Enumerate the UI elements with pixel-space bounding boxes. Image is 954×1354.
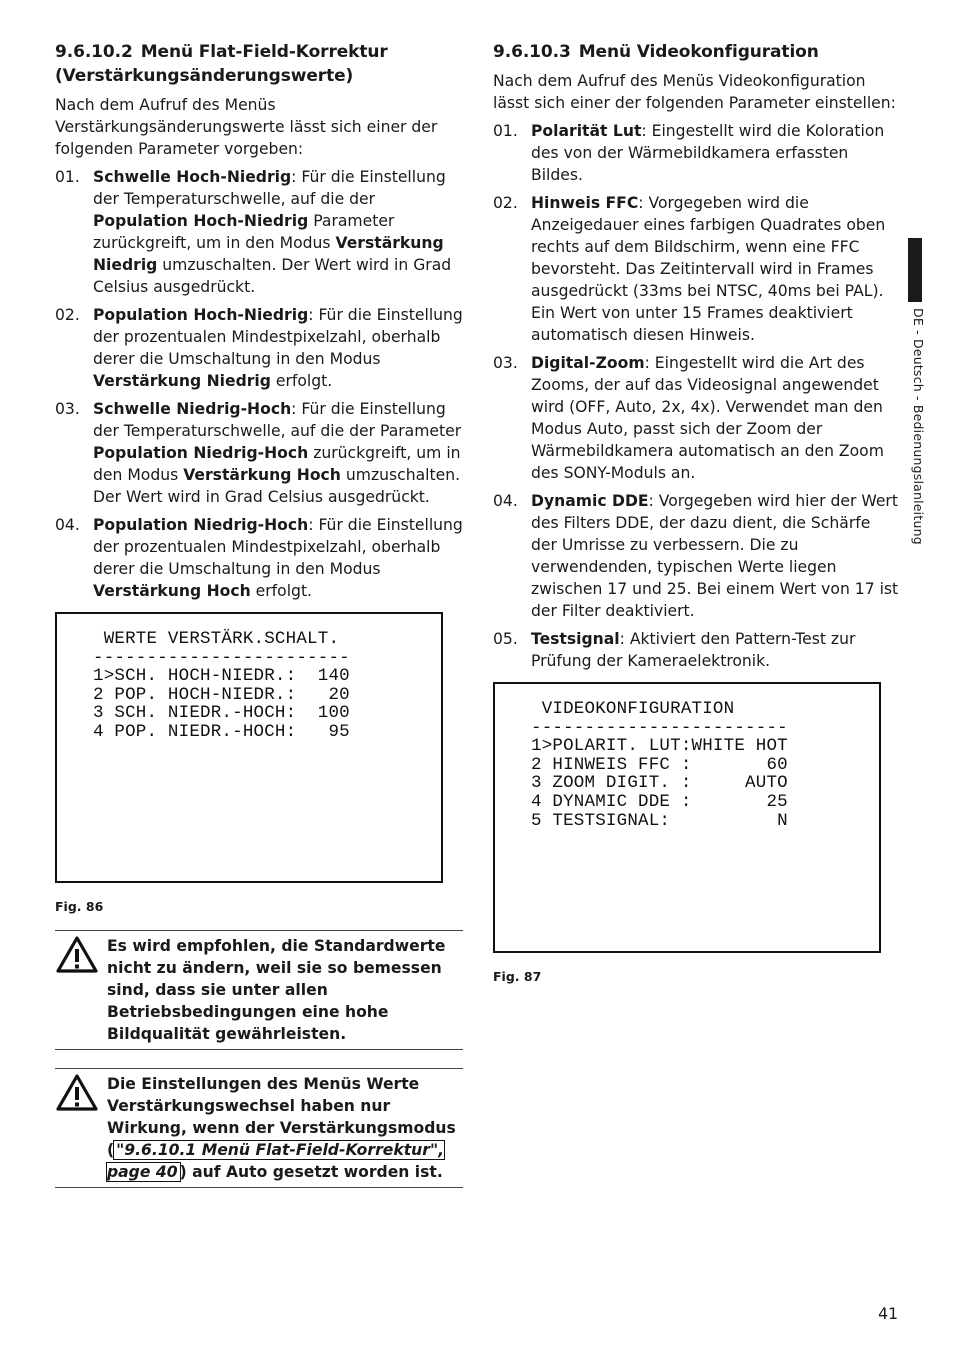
parameter-description: zurückgreift, um in den Modus: [93, 444, 461, 484]
list-item-number: 01.: [493, 122, 518, 140]
figure-caption: Fig. 87: [493, 969, 542, 984]
parameter-description: : Aktiviert den Pattern-Test zur Prüfung der Kameraelektronik.: [531, 630, 856, 670]
parameter-description: : Für die Einstellung der Temperaturschwelle, auf die der: [93, 168, 446, 208]
list-item-number: 02.: [493, 194, 518, 212]
list-item: [55, 514, 463, 602]
heading-number: 9.6.10.2: [55, 42, 133, 62]
parameter-description: : Für die Einstellung der prozentualen Mindestpixelzahl, oberhalb derer die Umschaltung in den Modus: [93, 306, 463, 368]
osd-line: 2 POP. HOCH-NIEDR.: 20: [93, 684, 350, 705]
right-column: [493, 40, 901, 984]
heading-title: Menü Flat-Field-Korrektur: [140, 42, 388, 62]
parameter-name: Polarität Lut: [531, 122, 642, 140]
intro-text: Nach dem Aufruf des Menüs Videokonfiguration lässt sich einer der folgenden Parameter einstellen:: [493, 72, 896, 112]
parameter-name: Verstärkung Hoch: [93, 582, 251, 600]
parameter-description: umzuschalten. Der Wert wird in Grad Celsius ausgedrückt.: [93, 466, 461, 506]
parameter-name: Population Niedrig-Hoch: [93, 444, 309, 462]
warning-icon: [55, 1073, 99, 1113]
list-item: [493, 490, 901, 622]
list-item-number: 03.: [55, 400, 80, 418]
intro-text: Nach dem Aufruf des Menüs Verstärkungsänderungswerte lässt sich einer der folgenden Parameter vorgeben:: [55, 96, 438, 158]
list-item: [493, 628, 901, 672]
cross-reference-link[interactable]: "9.6.10.1 Menü Flat-Field-Korrektur", page 40: [107, 1141, 445, 1181]
parameter-name: Schwelle Niedrig-Hoch: [93, 400, 292, 418]
osd-line: 3 ZOOM DIGIT. : AUTO: [531, 773, 788, 794]
parameter-name: Digital-Zoom: [531, 354, 645, 372]
osd-menu-screen: [55, 612, 443, 883]
parameter-name: Schwelle Hoch-Niedrig: [93, 168, 292, 186]
osd-line: 5 TESTSIGNAL: N: [531, 810, 788, 831]
heading-number: 9.6.10.3: [493, 42, 571, 62]
page-number: 41: [878, 1305, 898, 1323]
parameter-name: Population Hoch-Niedrig: [93, 306, 309, 324]
osd-line: 4 POP. NIEDR.-HOCH: 95: [93, 721, 350, 742]
heading-title: Menü Videokonfiguration: [578, 42, 819, 62]
language-tab-marker: [908, 238, 922, 302]
osd-line: ------------------------: [531, 717, 788, 738]
list-item: [55, 166, 463, 298]
list-item: [55, 304, 463, 392]
parameter-list: [493, 120, 901, 672]
warning-note: [55, 930, 463, 1050]
sidebar-label: DE - Deutsch - Bedienungslanleitung: [911, 308, 926, 545]
parameter-name: Hinweis FFC: [531, 194, 639, 212]
list-item-number: 04.: [493, 492, 518, 510]
warning-icon: [55, 935, 99, 975]
parameter-description: : Für die Einstellung der Temperaturschwelle, auf die der Parameter: [93, 400, 462, 440]
osd-line: 3 SCH. NIEDR.-HOCH: 100: [93, 703, 350, 724]
heading-subtitle: (Verstärkungsänderungswerte): [55, 66, 354, 86]
parameter-name: Testsignal: [531, 630, 620, 648]
parameter-description: Parameter zurückgreift, um in den Modus: [93, 212, 395, 252]
osd-line: 4 DYNAMIC DDE : 25: [531, 791, 788, 812]
parameter-list: [55, 166, 463, 602]
parameter-description: : Für die Einstellung der prozentualen Mindestpixelzahl, oberhalb derer die Umschaltung in den Modus: [93, 516, 463, 578]
list-item-number: 05.: [493, 630, 518, 648]
osd-line: 1>SCH. HOCH-NIEDR.: 140: [93, 666, 350, 687]
warning-text: Es wird empfohlen, die Standardwerte nicht zu ändern, weil sie so bemessen sind, dass sie unter allen Betriebsbedingungen eine hohe Bildqualität gewährleisten.: [107, 937, 446, 1043]
parameter-description: : Eingestellt wird die Koloration des von der Wärmebildkamera erfassten Bildes.: [531, 122, 885, 184]
list-item: [55, 398, 463, 508]
parameter-name: Population Niedrig-Hoch: [93, 516, 309, 534]
parameter-description: : Vorgegeben wird die Anzeigedauer eines farbigen Quadrates oben rechts auf dem Bildschirm, wenn eine FFC bevorsteht. Das Zeitintervall wird in Frames ausgedrückt (33ms bei NTSC, 40ms bei PAL). Ein Wert von unter 15 Frames deaktiviert automatisch diesen Hinweis.: [531, 194, 886, 344]
list-item-number: 02.: [55, 306, 80, 324]
osd-menu-screen: [493, 682, 881, 953]
list-item-number: 03.: [493, 354, 518, 372]
parameter-description: umzuschalten. Der Wert wird in Grad Celsius ausgedrückt.: [93, 256, 452, 296]
parameter-description: : Vorgegeben wird hier der Wert des Filters DDE, der dazu dient, die Schärfe der Umrisse zu verbessern. Die zu verwendenden, typischen Werte liegen zwischen 17 und 25. Bei einem Wert von 17 ist der Filter deaktiviert.: [531, 492, 899, 620]
parameter-description: erfolgt.: [270, 372, 333, 390]
osd-line: 1>POLARIT. LUT:WHITE HOT: [531, 736, 788, 757]
parameter-name: Verstärkung Hoch: [183, 466, 341, 484]
list-item-number: 01.: [55, 168, 80, 186]
figure-caption: Fig. 86: [55, 899, 104, 914]
osd-line: ------------------------: [93, 647, 350, 668]
osd-line: 2 HINWEIS FFC : 60: [531, 754, 788, 775]
parameter-name: Verstärkung Niedrig: [93, 234, 444, 274]
parameter-name: Verstärkung Niedrig: [93, 372, 271, 390]
warning-note-2: [55, 1068, 463, 1188]
list-item: [493, 352, 901, 484]
warning-text-after: ) auf Auto gesetzt worden ist.: [179, 1163, 443, 1181]
warning-text-before: Die Einstellungen des Menüs Werte Verstärkungswechsel haben nur Wirkung, wenn der Verstärkungsmodus (: [107, 1075, 456, 1159]
list-item: [493, 120, 901, 186]
osd-line: WERTE VERSTÄRK.SCHALT.: [93, 629, 340, 649]
list-item-number: 04.: [55, 516, 80, 534]
section-heading-9-6-10-3: [493, 40, 901, 64]
list-item: [493, 192, 901, 346]
parameter-name: Population Hoch-Niedrig: [93, 212, 309, 230]
section-heading-9-6-10-2: [55, 40, 463, 88]
parameter-description: erfolgt.: [250, 582, 313, 600]
osd-line: VIDEOKONFIGURATION: [531, 699, 735, 719]
parameter-name: Dynamic DDE: [531, 492, 649, 510]
left-column: [55, 40, 463, 1188]
parameter-description: : Eingestellt wird die Art des Zooms, der auf das Videosignal angewendet wird (OFF, Auto, 2x, 4x). Verwendet man den Modus Auto, passt sich der Zoom der Wärmebildkamera automatisch an den Zoom des SONY-Moduls an.: [531, 354, 884, 482]
